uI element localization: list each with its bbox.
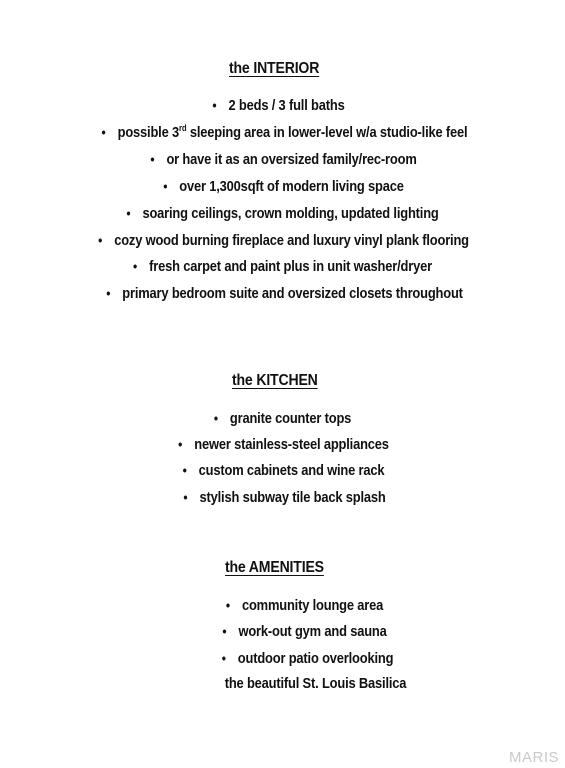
amenities-item-basilica: the beautiful St. Louis Basilica bbox=[224, 675, 407, 692]
bullet-icon: • bbox=[225, 597, 230, 613]
kitchen-item-granite: • granite counter tops bbox=[213, 410, 352, 427]
interior-item-ceilings: • soaring ceilings, crown molding, updated lighting bbox=[126, 205, 439, 222]
interior-heading: the INTERIOR bbox=[229, 60, 320, 77]
interior-item-family-room: • or have it as an oversized family/rec-room bbox=[150, 151, 417, 168]
amenities-item-gym: • work-out gym and sauna bbox=[222, 623, 387, 640]
amenities-item-lounge: • community lounge area bbox=[225, 597, 384, 614]
amenities-heading: the AMENITIES bbox=[225, 559, 324, 576]
bullet-icon: • bbox=[98, 232, 103, 248]
maris-watermark: MARIS bbox=[508, 749, 559, 766]
interior-item-beds: • 2 beds / 3 full baths bbox=[212, 97, 345, 114]
interior-item-fireplace: • cozy wood burning fireplace and luxury vinyl plank flooring bbox=[98, 232, 469, 249]
bullet-icon: • bbox=[221, 650, 226, 666]
bullet-icon: • bbox=[163, 178, 168, 194]
bullet-icon: • bbox=[106, 285, 111, 301]
interior-item-carpet: • fresh carpet and paint plus in unit washer/dryer bbox=[133, 258, 432, 275]
bullet-icon: • bbox=[101, 124, 106, 140]
amenities-item-patio: • outdoor patio overlooking bbox=[221, 650, 394, 667]
kitchen-item-backsplash: • stylish subway tile back splash bbox=[183, 489, 386, 506]
interior-item-sleeping-area: • possible 3rd sleeping area in lower-level w/a studio-like feel bbox=[101, 123, 468, 141]
bullet-icon: • bbox=[213, 410, 218, 426]
kitchen-item-cabinets: • custom cabinets and wine rack bbox=[182, 462, 385, 479]
bullet-icon: • bbox=[150, 151, 155, 167]
bullet-icon: • bbox=[182, 462, 187, 478]
bullet-icon: • bbox=[126, 205, 131, 221]
bullet-icon: • bbox=[212, 97, 217, 113]
interior-item-bedroom-suite: • primary bedroom suite and oversized closets throughout bbox=[106, 285, 463, 302]
bullet-icon: • bbox=[133, 258, 138, 274]
interior-item-sqft: • over 1,300sqft of modern living space bbox=[163, 178, 404, 195]
bullet-icon: • bbox=[222, 623, 227, 639]
bullet-icon: • bbox=[183, 489, 188, 505]
bullet-icon: • bbox=[178, 436, 183, 452]
kitchen-heading: the KITCHEN bbox=[232, 372, 318, 389]
kitchen-item-appliances: • newer stainless-steel appliances bbox=[178, 436, 389, 453]
